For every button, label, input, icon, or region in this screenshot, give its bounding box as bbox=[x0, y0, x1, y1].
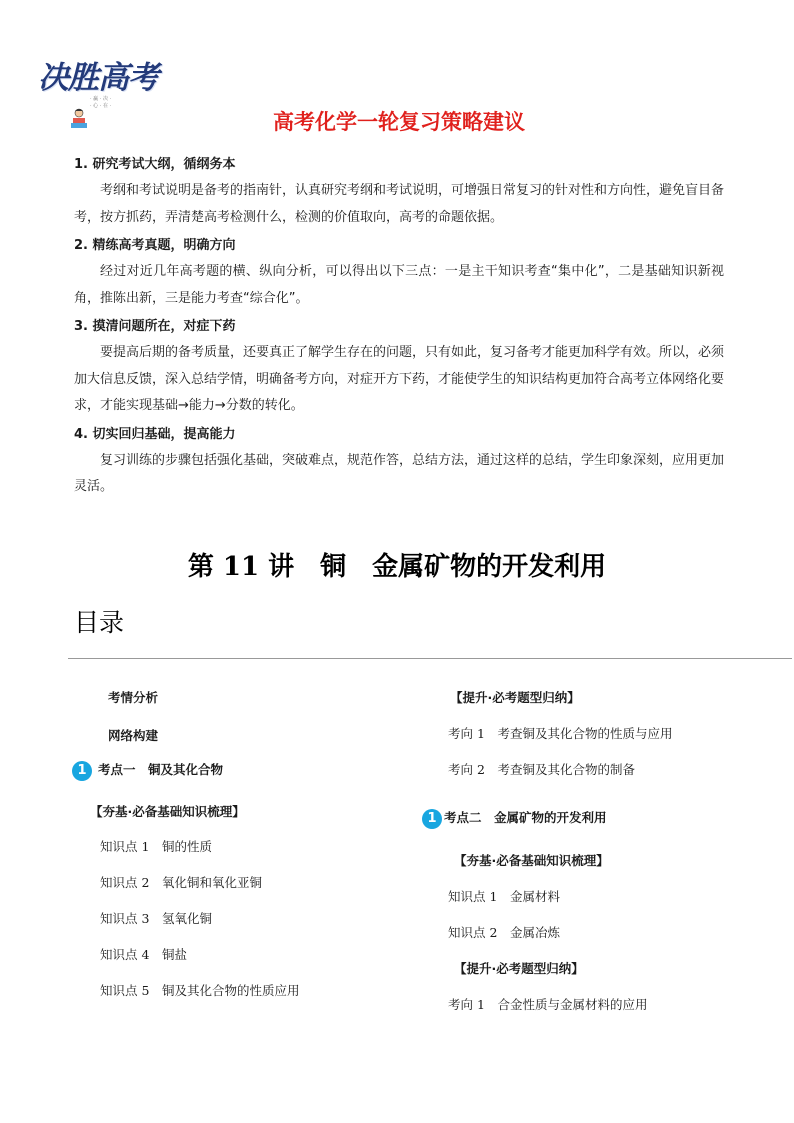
strategy-item bbox=[74, 314, 724, 420]
strategy-body: 经过对近几年高考题的横、纵向分析，可以得出以下三点：一是主干知识考查“集中化”，二是基础知识新视角，推陈出新，三是能力考查“综合化”。 bbox=[74, 264, 724, 306]
logo-text: 决胜高考 bbox=[38, 60, 158, 96]
toc-section-foundation[interactable]: 【夯基·必备基础知识梳理】 bbox=[90, 804, 245, 819]
toc-direction[interactable]: 考向 1 合金性质与金属材料的应用 bbox=[448, 997, 648, 1012]
number-badge: 1 bbox=[72, 761, 92, 781]
toc-section-improve[interactable]: 【提升·必考题型归纳】 bbox=[454, 961, 584, 976]
toc-knowledge-point[interactable]: 知识点 3 氢氧化铜 bbox=[100, 911, 212, 926]
logo-slogan: · 赢 · 决 · · 心 · 在 · bbox=[90, 96, 112, 109]
strategy-section bbox=[74, 150, 724, 501]
toc-direction[interactable]: 考向 2 考查铜及其化合物的制备 bbox=[448, 762, 635, 777]
toc-knowledge-point[interactable]: 知识点 4 铜盐 bbox=[100, 947, 187, 962]
toc-link-kp1[interactable]: 1 考点一 铜及其化合物 bbox=[72, 760, 223, 781]
toc-heading: 目录 bbox=[74, 608, 125, 637]
strategy-heading: 3. 摸清问题所在，对症下药 bbox=[74, 319, 236, 334]
number-badge: 1 bbox=[422, 809, 442, 829]
strategy-item bbox=[74, 422, 724, 501]
toc-link-analysis[interactable]: 考情分析 bbox=[108, 690, 159, 705]
strategy-body: 复习训练的步骤包括强化基础，突破难点，规范作答，总结方法，通过这样的总结，学生印象深刻，应用更加灵活。 bbox=[74, 452, 725, 494]
toc-direction[interactable]: 考向 1 考查铜及其化合物的性质与应用 bbox=[448, 726, 673, 741]
lecture-title: 第 11 讲 铜 金属矿物的开发利用 bbox=[187, 552, 607, 582]
strategy-body: 考纲和考试说明是备考的指南针，认真研究考纲和考试说明，可增强日常复习的针对性和方向性，避免盲目备考，按方抓药，弄清楚高考检测什么，检测的价值取向，高考的命题依据。 bbox=[74, 183, 725, 225]
toc-knowledge-point[interactable]: 知识点 5 铜及其化合物的性质应用 bbox=[100, 983, 300, 998]
toc-link-kp2[interactable]: 1 考点二 金属矿物的开发利用 bbox=[422, 808, 607, 829]
strategy-item bbox=[74, 233, 724, 312]
toc-link-network[interactable]: 网络构建 bbox=[108, 728, 159, 743]
toc-section-improve[interactable]: 【提升·必考题型归纳】 bbox=[450, 690, 580, 705]
strategy-body: 要提高后期的备考质量，还要真正了解学生存在的问题，只有如此，复习备考才能更加科学有效。所以，必须加大信息反馈，深入总结学情，明确备考方向，对症开方下药，才能使学生的知识结构更加符合高考立体网络化要求，才能实现基础→能力→分数的转化。 bbox=[74, 345, 725, 413]
toc-knowledge-point[interactable]: 知识点 2 氧化铜和氧化亚铜 bbox=[100, 875, 262, 890]
toc-knowledge-point[interactable]: 知识点 2 金属冶炼 bbox=[448, 925, 560, 940]
strategy-heading: 1. 研究考试大纲，循纲务本 bbox=[74, 157, 236, 172]
page-title: 高考化学一轮复习策略建议 bbox=[273, 110, 525, 134]
toc-section-foundation[interactable]: 【夯基·必备基础知识梳理】 bbox=[454, 853, 609, 868]
strategy-item bbox=[74, 152, 724, 231]
divider bbox=[68, 658, 792, 659]
strategy-heading: 2. 精练高考真题，明确方向 bbox=[74, 238, 236, 253]
toc-knowledge-point[interactable]: 知识点 1 金属材料 bbox=[448, 889, 560, 904]
toc-knowledge-point[interactable]: 知识点 1 铜的性质 bbox=[100, 839, 212, 854]
strategy-heading: 4. 切实回归基础，提高能力 bbox=[74, 426, 236, 442]
